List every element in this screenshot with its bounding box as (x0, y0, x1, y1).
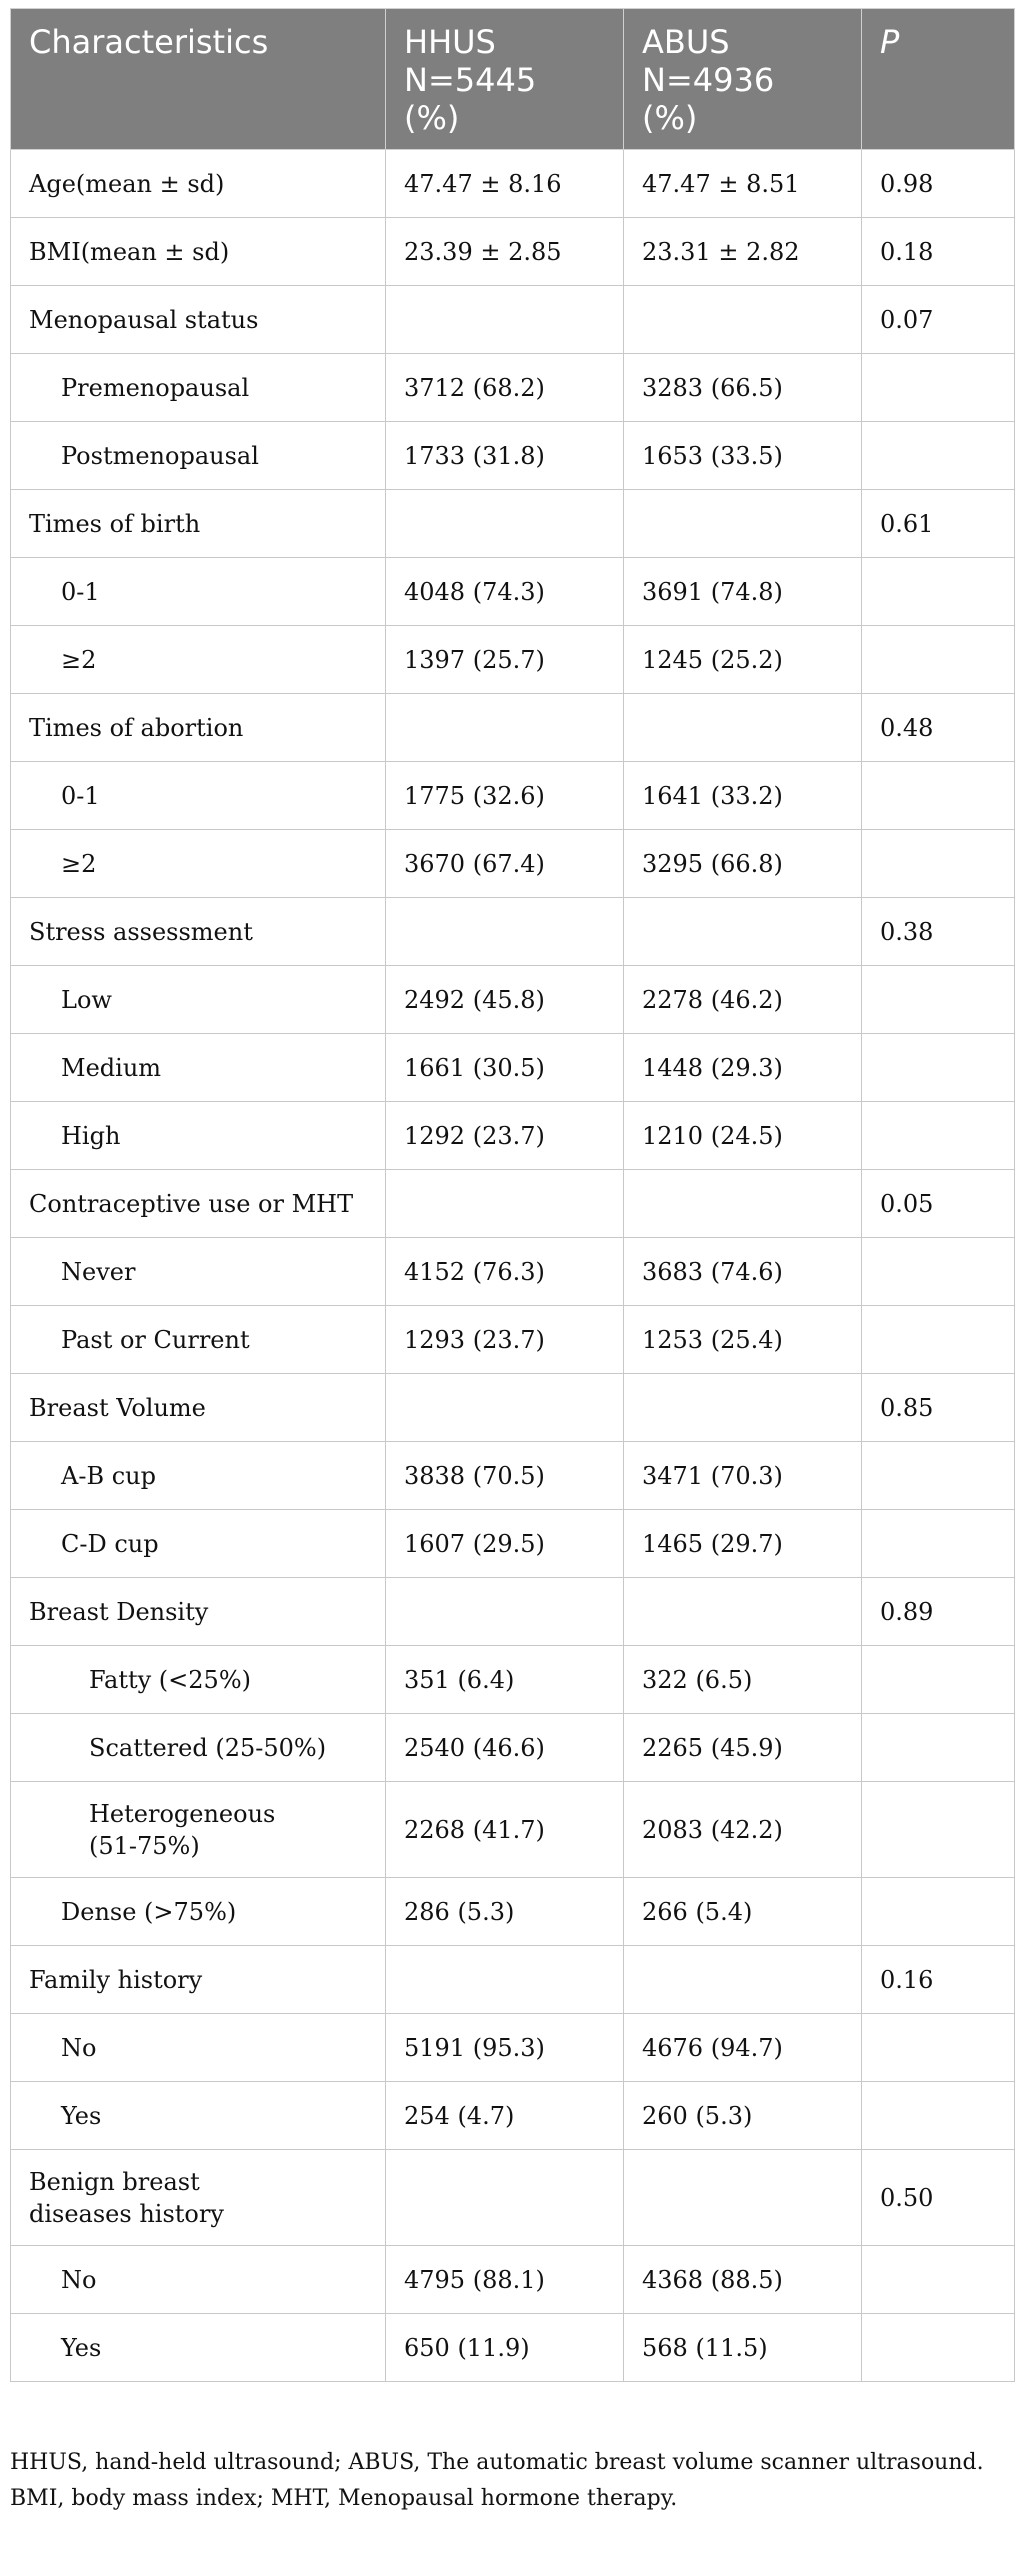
table-row (11, 1782, 1015, 1878)
row-hhus-value: 4795 (88.1) (386, 2246, 624, 2314)
row-p-value (862, 2082, 1015, 2150)
row-p-value (862, 2246, 1015, 2314)
row-characteristic (11, 1946, 386, 2014)
table-row (11, 1578, 1015, 1646)
header-characteristics-label: Characteristics (29, 23, 269, 61)
table-row (11, 490, 1015, 558)
row-characteristic (11, 2314, 386, 2382)
row-abus-value: 3295 (66.8) (624, 830, 862, 898)
row-characteristic (11, 1714, 386, 1782)
row-characteristic-label: No (61, 2265, 97, 2294)
row-characteristic (11, 1646, 386, 1714)
header-p-value (862, 9, 1015, 150)
row-characteristic-label: Past or Current (61, 1325, 250, 1354)
row-hhus-value (386, 1374, 624, 1442)
row-p-value (862, 2014, 1015, 2082)
row-characteristic-label: Contraceptive use or MHT (29, 1189, 354, 1218)
table-row (11, 1510, 1015, 1578)
row-hhus-value: 1775 (32.6) (386, 762, 624, 830)
row-characteristic (11, 1878, 386, 1946)
footnote-line-1: HHUS, hand-held ultrasound; ABUS, The automatic breast volume scanner ultrasound. (10, 2450, 984, 2475)
row-abus-value: 322 (6.5) (624, 1646, 862, 1714)
row-characteristic (11, 1306, 386, 1374)
row-p-value (862, 966, 1015, 1034)
row-abus-value: 23.31 ± 2.82 (624, 218, 862, 286)
table-row (11, 1238, 1015, 1306)
row-abus-value: 3283 (66.5) (624, 354, 862, 422)
row-characteristic-label-continued: diseases history (29, 2199, 224, 2228)
row-characteristic-label: Breast Density (29, 1597, 209, 1626)
table-row (11, 694, 1015, 762)
row-hhus-value (386, 1946, 624, 2014)
header-hhus-line3: (%) (404, 99, 460, 137)
row-p-value (862, 1714, 1015, 1782)
row-p-value (862, 1782, 1015, 1878)
row-abus-value (624, 1374, 862, 1442)
row-characteristic (11, 1374, 386, 1442)
row-hhus-value: 1607 (29.5) (386, 1510, 624, 1578)
row-abus-value: 260 (5.3) (624, 2082, 862, 2150)
table-row (11, 762, 1015, 830)
row-abus-value: 1641 (33.2) (624, 762, 862, 830)
row-characteristic (11, 1510, 386, 1578)
row-abus-value: 3691 (74.8) (624, 558, 862, 626)
row-abus-value (624, 1170, 862, 1238)
row-p-value: 0.61 (862, 490, 1015, 558)
row-p-value: 0.05 (862, 1170, 1015, 1238)
row-characteristic (11, 150, 386, 218)
row-abus-value (624, 490, 862, 558)
header-row (11, 9, 1015, 150)
row-p-value (862, 1102, 1015, 1170)
header-hhus-line1: HHUS (404, 23, 496, 61)
row-abus-value: 1465 (29.7) (624, 1510, 862, 1578)
header-hhus (386, 9, 624, 150)
row-characteristic-label: Yes (61, 2101, 102, 2130)
row-p-value (862, 558, 1015, 626)
row-characteristic (11, 1782, 386, 1878)
header-abus-line3: (%) (642, 99, 698, 137)
row-characteristic (11, 422, 386, 490)
row-characteristic (11, 1238, 386, 1306)
row-characteristic (11, 966, 386, 1034)
row-hhus-value: 2540 (46.6) (386, 1714, 624, 1782)
header-characteristics (11, 9, 386, 150)
row-characteristic-label: Low (61, 985, 112, 1014)
table-header (11, 9, 1015, 150)
row-p-value (862, 1442, 1015, 1510)
row-characteristic (11, 1102, 386, 1170)
row-abus-value: 1245 (25.2) (624, 626, 862, 694)
row-characteristic-label: ≥2 (61, 645, 97, 674)
row-characteristic (11, 830, 386, 898)
row-characteristic-label: 0-1 (61, 781, 100, 810)
row-hhus-value: 254 (4.7) (386, 2082, 624, 2150)
row-abus-value: 1448 (29.3) (624, 1034, 862, 1102)
row-characteristic-label: ≥2 (61, 849, 97, 878)
row-characteristic-label: Postmenopausal (61, 441, 259, 470)
row-p-value (862, 1878, 1015, 1946)
row-hhus-value: 3838 (70.5) (386, 1442, 624, 1510)
row-hhus-value: 2492 (45.8) (386, 966, 624, 1034)
row-hhus-value: 47.47 ± 8.16 (386, 150, 624, 218)
row-p-value (862, 422, 1015, 490)
header-hhus-line2: N=5445 (404, 61, 537, 99)
row-hhus-value: 351 (6.4) (386, 1646, 624, 1714)
row-characteristic-label: Dense (>75%) (61, 1897, 237, 1926)
table-row (11, 2246, 1015, 2314)
header-p-label: P (880, 23, 900, 61)
row-p-value: 0.89 (862, 1578, 1015, 1646)
row-characteristic (11, 1034, 386, 1102)
row-characteristic-label: Times of birth (29, 509, 201, 538)
row-p-value (862, 762, 1015, 830)
header-abus (624, 9, 862, 150)
row-abus-value (624, 1946, 862, 2014)
row-characteristic-label: Benign breast (29, 2167, 200, 2196)
row-p-value: 0.85 (862, 1374, 1015, 1442)
row-characteristic (11, 2150, 386, 2246)
row-abus-value: 568 (11.5) (624, 2314, 862, 2382)
table-row (11, 1170, 1015, 1238)
table-body (11, 150, 1015, 2382)
row-characteristic (11, 2246, 386, 2314)
characteristics-table (10, 8, 1015, 2382)
row-characteristic-label-continued: (51-75%) (89, 1831, 200, 1860)
row-characteristic-label: Breast Volume (29, 1393, 206, 1422)
row-characteristic-label: A-B cup (61, 1461, 156, 1490)
row-characteristic-label: Age(mean ± sd) (29, 169, 225, 198)
row-abus-value (624, 2150, 862, 2246)
row-hhus-value (386, 286, 624, 354)
row-abus-value: 266 (5.4) (624, 1878, 862, 1946)
table-row (11, 2314, 1015, 2382)
row-characteristic (11, 286, 386, 354)
row-abus-value: 47.47 ± 8.51 (624, 150, 862, 218)
row-characteristic-label: BMI(mean ± sd) (29, 237, 230, 266)
row-characteristic (11, 1578, 386, 1646)
row-hhus-value: 2268 (41.7) (386, 1782, 624, 1878)
row-hhus-value: 3670 (67.4) (386, 830, 624, 898)
header-abus-line1: ABUS (642, 23, 730, 61)
row-hhus-value (386, 2150, 624, 2246)
row-characteristic (11, 1442, 386, 1510)
table-row (11, 1946, 1015, 2014)
row-hhus-value (386, 490, 624, 558)
table-row (11, 558, 1015, 626)
row-characteristic (11, 626, 386, 694)
row-p-value: 0.18 (862, 218, 1015, 286)
characteristics-table-container (10, 8, 1014, 2382)
row-hhus-value: 4048 (74.3) (386, 558, 624, 626)
row-characteristic-label: Times of abortion (29, 713, 244, 742)
row-p-value (862, 1238, 1015, 1306)
row-characteristic (11, 558, 386, 626)
row-characteristic (11, 694, 386, 762)
row-hhus-value: 23.39 ± 2.85 (386, 218, 624, 286)
table-row (11, 1442, 1015, 1510)
row-hhus-value: 1397 (25.7) (386, 626, 624, 694)
row-p-value: 0.50 (862, 2150, 1015, 2246)
row-hhus-value (386, 1170, 624, 1238)
table-row (11, 1034, 1015, 1102)
row-characteristic (11, 2082, 386, 2150)
row-hhus-value: 1292 (23.7) (386, 1102, 624, 1170)
row-characteristic-label: Never (61, 1257, 136, 1286)
row-hhus-value: 3712 (68.2) (386, 354, 624, 422)
row-hhus-value: 1733 (31.8) (386, 422, 624, 490)
row-characteristic-label: Fatty (<25%) (89, 1665, 251, 1694)
row-characteristic-label: Family history (29, 1965, 203, 1994)
row-hhus-value (386, 694, 624, 762)
table-row (11, 422, 1015, 490)
table-row (11, 1646, 1015, 1714)
row-characteristic-label: C-D cup (61, 1529, 159, 1558)
row-abus-value: 4676 (94.7) (624, 2014, 862, 2082)
table-row (11, 2150, 1015, 2246)
row-characteristic-label: 0-1 (61, 577, 100, 606)
row-p-value (862, 1034, 1015, 1102)
table-footnote (10, 2445, 1014, 2517)
row-abus-value: 3683 (74.6) (624, 1238, 862, 1306)
row-p-value: 0.38 (862, 898, 1015, 966)
row-p-value (862, 1306, 1015, 1374)
row-characteristic (11, 490, 386, 558)
table-row (11, 286, 1015, 354)
table-row (11, 354, 1015, 422)
row-abus-value (624, 694, 862, 762)
row-characteristic-label: Premenopausal (61, 373, 250, 402)
row-p-value: 0.48 (862, 694, 1015, 762)
row-p-value (862, 830, 1015, 898)
row-characteristic (11, 354, 386, 422)
row-characteristic-label: No (61, 2033, 97, 2062)
row-abus-value: 4368 (88.5) (624, 2246, 862, 2314)
table-row (11, 966, 1015, 1034)
table-row (11, 898, 1015, 966)
row-p-value: 0.07 (862, 286, 1015, 354)
row-p-value (862, 2314, 1015, 2382)
row-hhus-value: 1293 (23.7) (386, 1306, 624, 1374)
row-hhus-value: 4152 (76.3) (386, 1238, 624, 1306)
row-p-value: 0.98 (862, 150, 1015, 218)
row-hhus-value (386, 1578, 624, 1646)
table-row (11, 1102, 1015, 1170)
row-p-value (862, 626, 1015, 694)
row-hhus-value: 286 (5.3) (386, 1878, 624, 1946)
table-row (11, 1306, 1015, 1374)
row-hhus-value: 650 (11.9) (386, 2314, 624, 2382)
row-abus-value: 2278 (46.2) (624, 966, 862, 1034)
row-abus-value: 2265 (45.9) (624, 1714, 862, 1782)
row-characteristic-label: Heterogeneous (89, 1799, 276, 1828)
row-characteristic (11, 218, 386, 286)
row-abus-value: 1210 (24.5) (624, 1102, 862, 1170)
table-row (11, 150, 1015, 218)
row-abus-value: 3471 (70.3) (624, 1442, 862, 1510)
row-p-value (862, 354, 1015, 422)
table-row (11, 2014, 1015, 2082)
row-abus-value: 1653 (33.5) (624, 422, 862, 490)
row-abus-value: 1253 (25.4) (624, 1306, 862, 1374)
row-p-value (862, 1510, 1015, 1578)
table-row (11, 1374, 1015, 1442)
row-characteristic-label: Menopausal status (29, 305, 259, 334)
row-characteristic-label: Medium (61, 1053, 162, 1082)
row-characteristic (11, 898, 386, 966)
row-characteristic (11, 1170, 386, 1238)
row-abus-value (624, 898, 862, 966)
table-row (11, 626, 1015, 694)
row-characteristic (11, 2014, 386, 2082)
row-characteristic-label: High (61, 1121, 121, 1150)
header-abus-line2: N=4936 (642, 61, 775, 99)
row-hhus-value: 5191 (95.3) (386, 2014, 624, 2082)
row-abus-value (624, 286, 862, 354)
table-row (11, 1714, 1015, 1782)
table-row (11, 218, 1015, 286)
row-characteristic-label: Yes (61, 2333, 102, 2362)
footnote-line-2: BMI, body mass index; MHT, Menopausal hormone therapy. (10, 2486, 678, 2511)
row-hhus-value (386, 898, 624, 966)
row-abus-value: 2083 (42.2) (624, 1782, 862, 1878)
row-characteristic (11, 762, 386, 830)
row-p-value (862, 1646, 1015, 1714)
row-hhus-value: 1661 (30.5) (386, 1034, 624, 1102)
table-row (11, 1878, 1015, 1946)
row-p-value: 0.16 (862, 1946, 1015, 2014)
row-characteristic-label: Stress assessment (29, 917, 253, 946)
row-characteristic-label: Scattered (25-50%) (89, 1733, 327, 1762)
row-abus-value (624, 1578, 862, 1646)
table-row (11, 2082, 1015, 2150)
table-row (11, 830, 1015, 898)
